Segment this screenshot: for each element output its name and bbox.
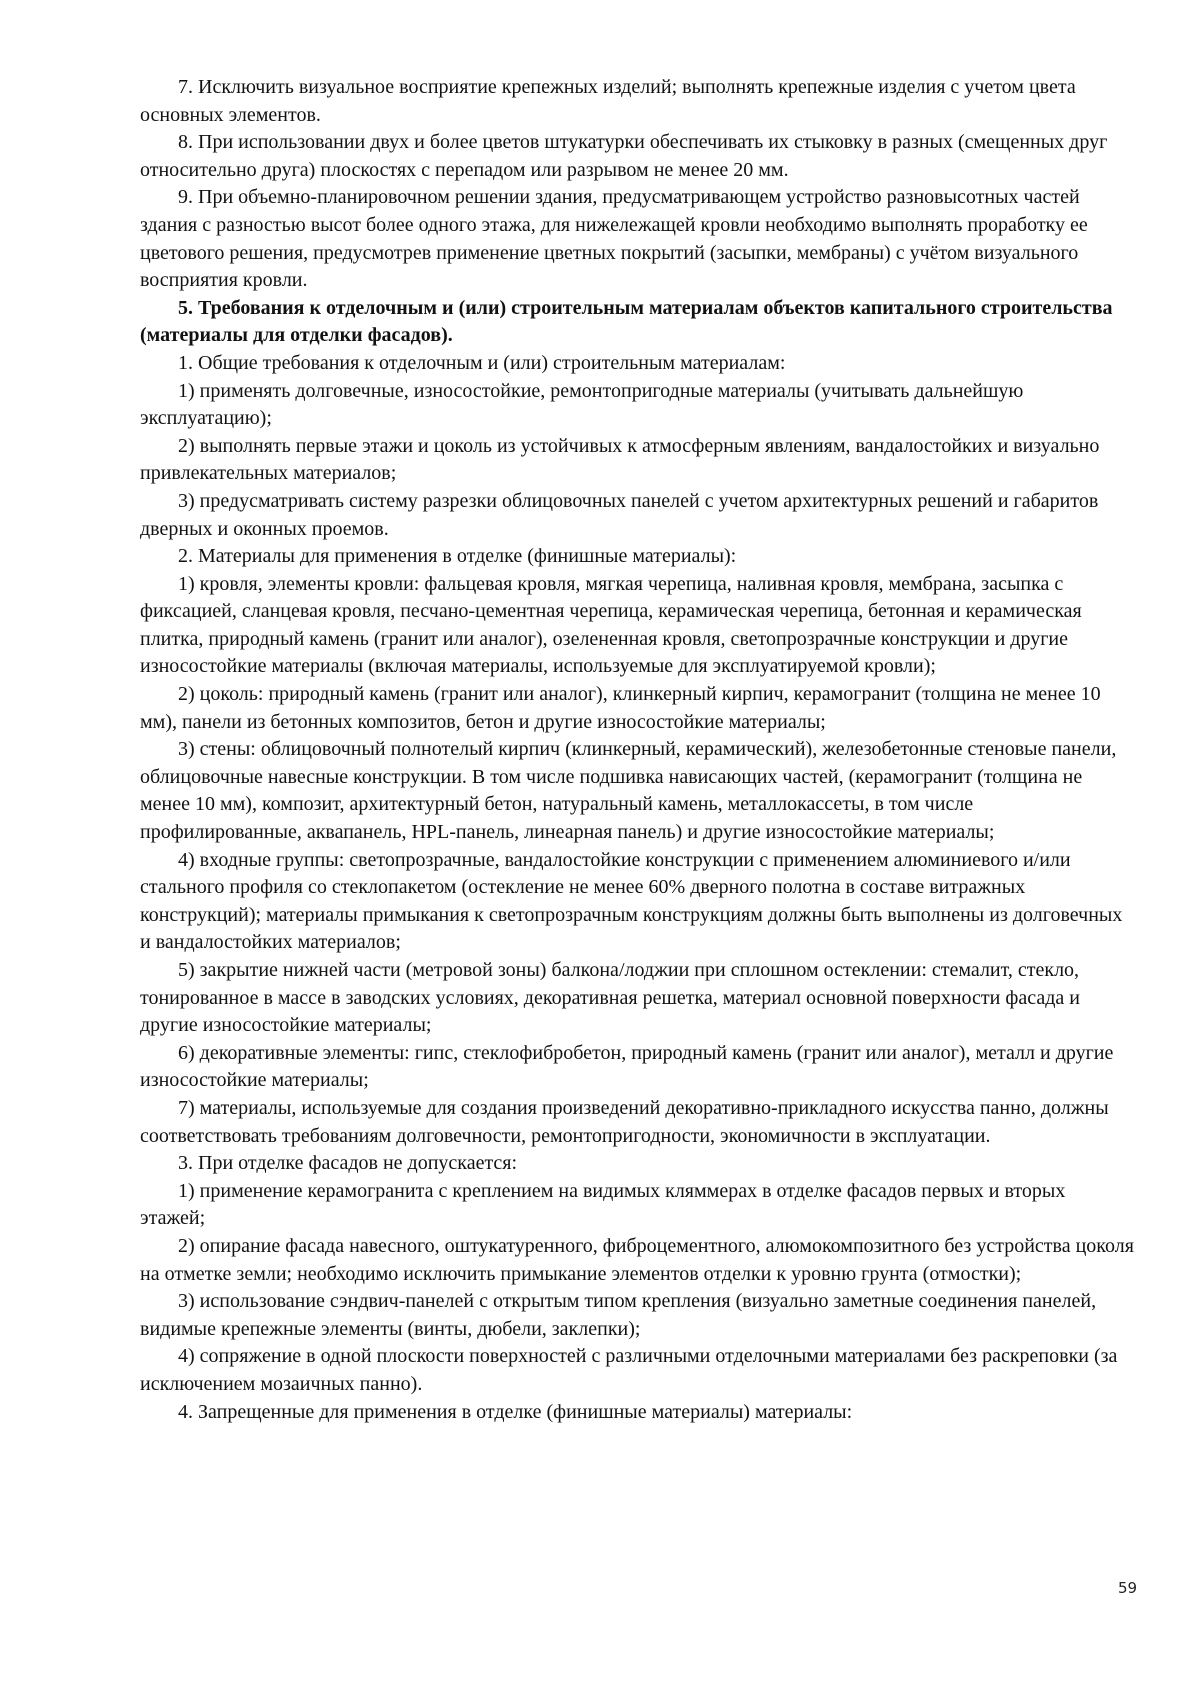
subsection-4-forbidden: 4. Запрещенные для применения в отделке (финишные материалы) материалы: <box>178 1400 853 1423</box>
materials-roof: 1) кровля, элементы кровли: фальцевая кровля, мягкая черепица, наливная кровля, мембрана, засыпка с фиксацией, сланцевая кровля, песчано-цементная черепица, керамическая черепица, бетонная и керамическая плитка, природный камень (гранит или аналог), озелененная кровля, светопрозрачные конструкции и другие износостойкие материалы (включая материалы, используемые для эксплуатируемой кровли); <box>140 572 1082 678</box>
subsection-2-materials: 2. Материалы для применения в отделке (финишные материалы): <box>178 545 737 568</box>
general-req-2: 2) выполнять первые этажи и цоколь из устойчивых к атмосферным явлениям, вандалостойких и визуально привлекательных материалов; <box>140 434 1100 485</box>
not-allowed-4: 4) сопряжение в одной плоскости поверхностей с различными отделочными материалами без раскреповки (за исключением мозаичных панно). <box>140 1345 1118 1395</box>
item-8-plaster-colors: 8. При использовании двух и более цветов штукатурки обеспечивать их стыковку в разных (смещенных друг относительно друга) плоскостях с перепадом или разрывом не менее 20 мм. <box>140 131 1108 181</box>
materials-balcony: 5) закрытие нижней части (метровой зоны) балкона/лоджии при сплошном остеклении: стемалит, стекло, тонированное в массе в заводских условиях, декоративная решетка, материал основной поверхности фасада и другие износостойкие материалы; <box>140 959 1080 1037</box>
subsection-3-not-allowed: 3. При отделке фасадов не допускается: <box>178 1152 518 1175</box>
general-req-1: 1) применять долговечные, износостойкие, ремонтопригодные материалы (учитывать дальнейшую эксплуатацию); <box>140 379 1024 430</box>
page-number: 59 <box>1118 1579 1138 1597</box>
materials-plinth: 2) цоколь: природный камень (гранит или аналог), клинкерный кирпич, керамогранит (толщина не менее 10 мм), панели из бетонных композитов, бетон и другие износостойкие материалы; <box>140 683 1101 733</box>
not-allowed-2: 2) опирание фасада навесного, оштукатуренного, фиброцементного, алюмокомпозитного без устройства цоколя на отметке земли; необходимо исключить примыкание элементов отделки к уровню грунта (отмостки); <box>140 1234 1134 1285</box>
materials-decorative: 6) декоративные элементы: гипс, стеклофибробетон, природный камень (гранит или аналог), металл и другие износостойкие материалы; <box>140 1041 1114 1092</box>
materials-walls: 3) стены: облицовочный полнотелый кирпич (клинкерный, керамический), железобетонные стеновые панели, облицовочные навесные конструкции. В том числе подшивка нависающих частей, (керамогранит (толщина не менее 10 мм), композит, архитектурный бетон, натуральный камень, металлокассеты, в том числе профилированные, аквапанель, HPL-панель, линеарная панель) и другие износостойкие материалы; <box>140 738 1117 844</box>
item-9-roof-color: 9. При объемно-планировочном решении здания, предусматривающем устройство разновысотных частей здания с разностью высот более одного этажа, для нижележащей кровли необходимо выполнять проработку ее цветового решения, предусмотрев применение цветных покрытий (засыпки, мембраны) с учётом визуального восприятия кровли. <box>140 186 1088 292</box>
item-7-fasteners: 7. Исключить визуальное восприятие крепежных изделий; выполнять крепежные изделия с учетом цвета основных элементов. <box>140 76 1076 126</box>
not-allowed-1: 1) применение керамогранита с креплением на видимых кляммерах в отделке фасадов первых и вторых этажей; <box>140 1179 1066 1230</box>
materials-entrance-groups: 4) входные группы: светопрозрачные, вандалостойкие конструкции с применением алюминиевого и/или стального профиля со стеклопакетом (остекление не менее 60% дверного полотна в составе витражных конструкций); материалы примыкания к светопрозрачным конструкциям должны быть выполнены из долговечных и вандалостойких материалов; <box>140 848 1123 954</box>
materials-panels-art: 7) материалы, используемые для создания произведений декоративно-прикладного искусства панно, должны соответствовать требованиям долговечности, ремонтопригодности, экономичности в эксплуатации. <box>140 1096 1109 1147</box>
general-req-3: 3) предусматривать систему разрезки облицовочных панелей с учетом архитектурных решений и габаритов дверных и оконных проемов. <box>140 489 1099 540</box>
section-5-heading: 5. Требования к отделочным и (или) строительным материалам объектов капитального строительства (материалы для отделки фасадов). <box>140 296 1113 347</box>
not-allowed-3: 3) использование сэндвич-панелей с открытым типом крепления (визуально заметные соединения панелей, видимые крепежные элементы (винты, дюбели, заклепки); <box>140 1290 1097 1340</box>
subsection-1-general: 1. Общие требования к отделочным и (или) строительным материалам: <box>178 351 786 374</box>
